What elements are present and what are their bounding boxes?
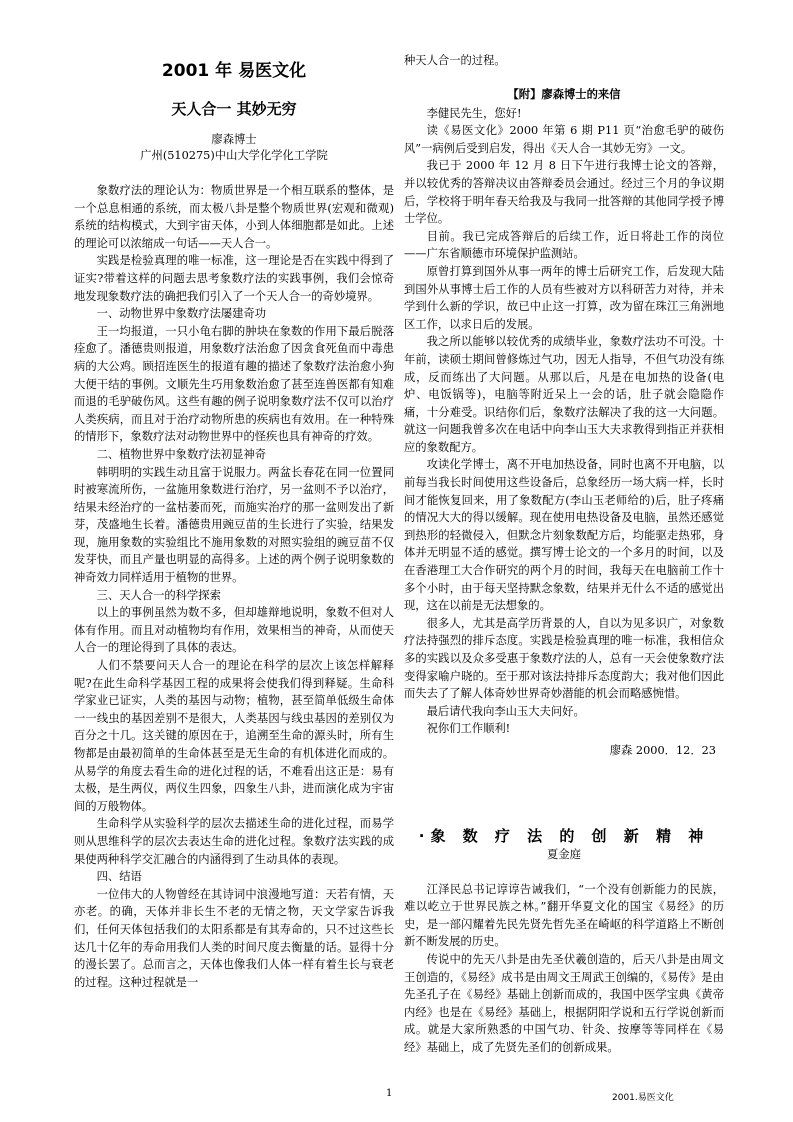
paragraph: 王一均报道，一只小龟右脚的肿块在象数的作用下最后脱落痊愈了。潘德贵则报道，用象数疗法治愈了因贪食死鱼而中毒患病的大公鸡。顾招连医生的报道有趣的描述了象数疗法治愈小狗大便干结的事例。文顺先生巧用象数治愈了甚至连兽医都有知难而退的毛驴破伤风。这些有趣的例子说明象数疗法不仅可以治疗人类疾病，而且对于治疗动物所患的疾病也有效用。在一种特殊的情形下，象数疗法对动物世界中的怪疾也具有神奇的疗效。 <box>74 324 394 444</box>
paragraph: 象数疗法的理论认为：物质世界是一个相互联系的整体，是一个总息相通的系统，而太极八卦是整个物质世界(宏观和微观)系统的结构模式，大到宇宙天体，小到人体细胞都是如此。上述的理论可以浓缩成一句话——天人合一。 <box>74 184 394 250</box>
paragraph: 韩明明的实践生动且富于说服力。两盆长春花在同一位置同时被寒流所伤，一盆施用象数进行治疗，另一盆则不予以治疗，结果未经治疗的一盆枯萎而死，而施实治疗的那一盆则发出了新芽，茂盛地生长着。潘德贵用豌豆苗的生长进行了实验，结果发现，施用象数的实验组比不施用象数的对照实验组的豌豆苗不仅发芽快，而且产量也明显的高得多。上述的两个例子说明象数的神奇效力同样适用于植物的世界。 <box>74 465 394 585</box>
paragraph: 人们不禁要问天人合一的理论在科学的层次上该怎样解释呢?在此生命科学基因工程的成果将会使我们得到释疑。生命科学家业已证实，人类的基因与动物；植物，甚至简单低级生命体一一线虫的基因差别不是很大，人类基因与线虫基因的差别仅为百分之十几。这关键的原因在于，追溯至生命的源头时，所有生物都是由最初简单的生命体甚至是无生命的有机体进化而成的。从易学的角度去看生命的进化过程的话，不难看出这正是：易有太极，是生两仪，两仪生四象，四象生八卦，进而演化成为宇宙间的万般物体。 <box>74 659 394 813</box>
page-number: 1 <box>386 1088 393 1099</box>
paragraph: 四、结语 <box>96 870 142 884</box>
paragraph: 一、动物世界中象数疗法屡建奇功 <box>96 307 267 321</box>
paragraph: 以上的事例虽然为数不多，但却雄辩地说明，象数不但对人体有作用。而且对动植物均有作用，效果相当的神奇，从而使天人合一的理论得到了具体的表达。 <box>74 606 394 655</box>
paragraph: 祝你们工作顺利! <box>426 722 511 736</box>
article2-body <box>404 881 724 1057</box>
author: 廖森博士 <box>211 133 257 146</box>
paragraph: 二、植物世界中象数疗法初显神奇 <box>96 447 267 461</box>
journal-title: 2001 年 易医文化 <box>161 61 307 81</box>
letter-signature: 廖森 2000．12．23 <box>609 743 716 757</box>
paragraph: 读《易医文化》2000 年第 6 期 P11 页“治愈毛驴的破伤风”一病例后受到启发，得出《天人合一其妙无穷》一文。 <box>404 124 724 155</box>
paragraph: 传说中的先天八卦是由先圣伏羲创造的，后天八卦是由周文王创造的，《易经》成书是由周文王周武王创编的，《易传》是由先圣孔子在《易经》基础上创新而成的，我国中医学宝典《黄帝内经》也是在《易经》基础上，根据阴阳学说和五行学说创新而成。就是大家所熟悉的中国气功、针灸、按摩等等同样在《易经》基础上，成了先贤先圣们的创新成果。 <box>404 952 724 1054</box>
paragraph: 实践是检验真理的唯一标准，这一理论是否在实践中得到了证实?带着这样的问题去思考象数疗法的实践事例，我们会惊奇地发现象数疗法的确把我们引入了一个天人合一的奇妙境界。 <box>74 254 394 303</box>
paragraph: 一位伟大的人物曾经在其诗词中浪漫地写道：天若有情，天亦老。的确，天体并非长生不老的无情之物，天文学家告诉我们，任何天体包括我们的太阳系都是有其寿命的，只不过这些长达几十亿年的寿命用我们人类的时间尺度去衡量的话。显得十分的漫长罢了。总而言之，天体也像我们人体一样有着生长与衰老的过程。这种过程就是一 <box>74 887 394 989</box>
article2-title: ·象 数 疗 法 的 创 新 精 神 <box>418 826 710 845</box>
left-body <box>74 182 394 991</box>
article-title: 天人合一 其妙无穷 <box>171 100 297 118</box>
paragraph: 江泽民总书记谆谆告诫我们，“一个没有创新能力的民族，难以屹立于世界民族之林。”翻开华夏文化的国宝《易经》的历史，是一部闪耀着先民先贤先哲先圣在崎岖的科学道路上不断创新不断发展的历史。 <box>404 882 724 949</box>
letter-body <box>404 122 724 738</box>
paragraph: 最后请代我向李山玉大夫问好。 <box>426 704 585 718</box>
letter-greeting: 李健民先生，您好! <box>426 106 522 120</box>
appendix-title: 【附】廖森博士的来信 <box>507 87 621 101</box>
article2-author: 夏金庭 <box>547 847 581 861</box>
paragraph: 很多人，尤其是高学历背景的人，自以为见多识广，对象数疗法持强烈的排斥态度。实践是检验真理的唯一标准，我相信众多的实践以及众多受惠于象数疗法的人，总有一天会使象数疗法变得家喻户晓的。至于那对该法持排斥态度韵大；我对他们因此而失去了了解人体奇妙世界奇妙潜能的机会而略感惋惜。 <box>404 616 724 701</box>
paragraph: 目前。我已完成答辩后的后续工作，近日将赴工作的岗位——广东省顺德市环境保护监测站。 <box>404 229 724 261</box>
right-column <box>404 52 724 1057</box>
paragraph: 攻读化学博士，离不开电加热设备，同时也离不开电脑，以前每当我长时间使用这些设备后，总象经历一场大病一样，长时间才能恢复回来，用了象数配方(李山玉老师给的)后，肚子疼痛的情况大大的得以缓解。现在使用电热设备及电脑，虽然还感觉到热形的轻微侵入，但默念片刻象数配方后，均能驱走热邪，身体并无明显不适的感觉。撰写博士论文的一个多月的时间，以及在香港理工大合作研究的两个月的时间，我每天在电脑前工作十多个小时，由于每天坚持默念象数，结果并无什么不适的感觉出现，这在以前是无法想象的。 <box>404 458 724 613</box>
paragraph: 我已于 2000 年 12 月 8 日下午进行我博士论文的答辩，并以较优秀的答辩决议由答辩委员会通过。经过三个月的争议期后，学校将于明年春天给我及与我同一批答辩的其他同学授予博士学位。 <box>404 159 724 226</box>
left-column <box>74 60 394 991</box>
footer: 2001.易医文化 <box>612 1093 674 1103</box>
paragraph: 生命科学从实验科学的层次去描述生命的进化过程，而易学则从思维科学的层次去表达生命的进化过程。象数疗法实践的成果使两种科学交汇融合的内涵得到了生动具体的表现。 <box>74 817 394 866</box>
paragraph: 我之所以能够以较优秀的成绩毕业，象数疗法功不可没。十年前，读硕士期间曾修炼过气功，因无人指导，不但气功没有练成，反而练出了大问题。从那以后，凡是在电加热的设备(电炉、电饭锅等)，电脑等附近呆上一会的话，肚子就会隐隐作痛，十分难受。识结你们后，象数疗法解决了我的这一大问题。就这一问题我曾多次在电话中向李山玉大夫求教得到指正并获相应的象数配方。 <box>404 335 724 454</box>
affiliation: 广州(510275)中山大学化学化工学院 <box>140 149 328 162</box>
paragraph: 三、天人合一的科学探索 <box>96 588 221 602</box>
continuation-text: 种天人合一的过程。 <box>404 54 506 67</box>
paragraph: 原曾打算到国外从事一两年的博士后研究工作，后发现大陆到国外从事博士后工作的人员有些被对方以科研苦力对待，并未学到什么新的学识，故已中止这一打算，改为留在珠江三角洲地区工作，以求日后的发展。 <box>404 264 724 331</box>
